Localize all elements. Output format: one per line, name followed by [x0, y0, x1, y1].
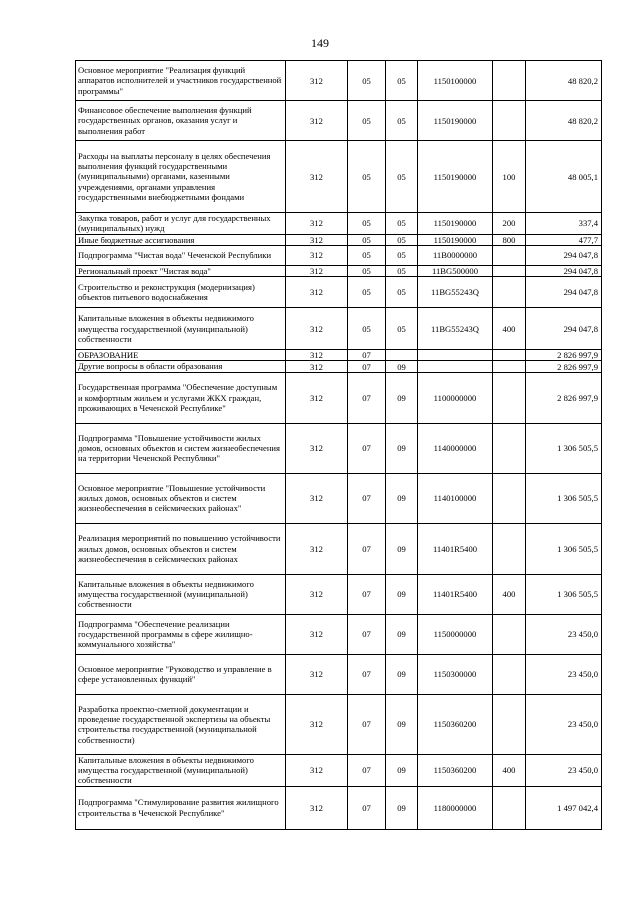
cell-ministry-code: 312 [286, 473, 348, 523]
cell-ministry-code: 312 [286, 234, 348, 245]
cell-name: Основное мероприятие "Руководство и управление в сфере установленных функций" [76, 654, 286, 694]
cell-target-article: 1150360200 [418, 754, 493, 786]
cell-expense-type [493, 423, 526, 473]
cell-target-article: 11401R5400 [418, 523, 493, 574]
table-row [76, 277, 602, 308]
cell-section: 05 [348, 308, 386, 350]
cell-amount: 2 826 997,9 [526, 361, 602, 372]
cell-amount: 2 826 997,9 [526, 372, 602, 423]
budget-table [75, 60, 602, 830]
cell-ministry-code: 312 [286, 614, 348, 654]
cell-subsection: 09 [386, 614, 418, 654]
cell-amount: 337,4 [526, 213, 602, 235]
cell-section: 07 [348, 754, 386, 786]
table-row [76, 245, 602, 265]
cell-ministry-code: 312 [286, 61, 348, 101]
cell-name: Капитальные вложения в объекты недвижимого имущества государственной (муниципальной) собственности [76, 574, 286, 614]
cell-name: Капитальные вложения в объекты недвижимого имущества государственной (муниципальной) собственности [76, 754, 286, 786]
cell-ministry-code: 312 [286, 308, 348, 350]
cell-amount: 2 826 997,9 [526, 350, 602, 361]
table-row [76, 423, 602, 473]
cell-target-article: 1100000000 [418, 372, 493, 423]
cell-expense-type: 100 [493, 141, 526, 213]
cell-amount: 23 450,0 [526, 654, 602, 694]
cell-amount: 23 450,0 [526, 614, 602, 654]
cell-section: 07 [348, 614, 386, 654]
cell-target-article [418, 350, 493, 361]
table-row [76, 265, 602, 276]
cell-amount: 294 047,8 [526, 265, 602, 276]
cell-target-article: 11BG55243Q [418, 277, 493, 308]
table-row [76, 473, 602, 523]
table-row [76, 141, 602, 213]
cell-name: Реализация мероприятий по повышению устойчивости жилых домов, основных объектов и систем жизнеобеспечения в сейсмических районах [76, 523, 286, 574]
table-row [76, 213, 602, 235]
cell-subsection: 09 [386, 574, 418, 614]
cell-subsection: 05 [386, 234, 418, 245]
cell-target-article: 11401R5400 [418, 574, 493, 614]
cell-section: 05 [348, 213, 386, 235]
cell-amount: 48 005,1 [526, 141, 602, 213]
cell-ministry-code: 312 [286, 350, 348, 361]
cell-name: Расходы на выплаты персоналу в целях обеспечения выполнения функций государственными (муниципальными) органами, казенными учреждениями, органами управления государственными внебюджетными фондами [76, 141, 286, 213]
cell-expense-type [493, 361, 526, 372]
cell-expense-type [493, 473, 526, 523]
cell-expense-type [493, 786, 526, 829]
cell-name: Подпрограмма "Стимулирование развития жилищного строительства в Чеченской Республике" [76, 786, 286, 829]
cell-subsection: 05 [386, 61, 418, 101]
cell-expense-type [493, 245, 526, 265]
cell-target-article: 11В0000000 [418, 245, 493, 265]
table-row [76, 234, 602, 245]
cell-amount: 1 306 505,5 [526, 523, 602, 574]
table-row [76, 574, 602, 614]
cell-amount: 294 047,8 [526, 308, 602, 350]
cell-amount: 477,7 [526, 234, 602, 245]
cell-expense-type: 800 [493, 234, 526, 245]
cell-section: 05 [348, 245, 386, 265]
cell-subsection: 09 [386, 654, 418, 694]
table-row [76, 523, 602, 574]
cell-section: 07 [348, 473, 386, 523]
cell-target-article: 1150360200 [418, 694, 493, 754]
cell-expense-type [493, 61, 526, 101]
cell-section: 07 [348, 786, 386, 829]
cell-section: 05 [348, 61, 386, 101]
cell-subsection: 09 [386, 361, 418, 372]
cell-subsection: 09 [386, 754, 418, 786]
cell-name: Закупка товаров, работ и услуг для государственных (муниципальных) нужд [76, 213, 286, 235]
cell-subsection [386, 350, 418, 361]
table-row [76, 61, 602, 101]
table-row [76, 786, 602, 829]
cell-name: Региональный проект "Чистая вода" [76, 265, 286, 276]
cell-section: 05 [348, 141, 386, 213]
cell-name: Подпрограмма "Обеспечение реализации государственной программы в сфере жилищно-коммунального хозяйства" [76, 614, 286, 654]
table-row [76, 754, 602, 786]
cell-section: 07 [348, 423, 386, 473]
cell-name: Иные бюджетные ассигнования [76, 234, 286, 245]
table-row [76, 361, 602, 372]
table-row [76, 614, 602, 654]
cell-expense-type: 400 [493, 308, 526, 350]
cell-ministry-code: 312 [286, 361, 348, 372]
cell-amount: 48 820,2 [526, 61, 602, 101]
cell-name: Финансовое обеспечение выполнения функций государственных органов, оказания услуг и выполнения работ [76, 101, 286, 141]
cell-expense-type [493, 277, 526, 308]
cell-target-article: 11ВG500000 [418, 265, 493, 276]
cell-expense-type [493, 614, 526, 654]
cell-expense-type [493, 265, 526, 276]
cell-section: 07 [348, 350, 386, 361]
cell-name: Подпрограмма "Чистая вода" Чеченской Республики [76, 245, 286, 265]
cell-ministry-code: 312 [286, 754, 348, 786]
table-row [76, 101, 602, 141]
cell-expense-type: 400 [493, 754, 526, 786]
table-row [76, 694, 602, 754]
cell-amount: 1 306 505,5 [526, 473, 602, 523]
table-row [76, 654, 602, 694]
cell-target-article: 1140100000 [418, 473, 493, 523]
cell-amount: 23 450,0 [526, 754, 602, 786]
cell-ministry-code: 312 [286, 694, 348, 754]
cell-amount: 1 306 505,5 [526, 574, 602, 614]
cell-subsection: 05 [386, 213, 418, 235]
cell-amount: 294 047,8 [526, 245, 602, 265]
cell-target-article: 11BG55243Q [418, 308, 493, 350]
cell-name: Государственная программа "Обеспечение доступным и комфортным жильем и услугами ЖКХ граждан, проживающих в Чеченской Республике" [76, 372, 286, 423]
cell-ministry-code: 312 [286, 101, 348, 141]
cell-expense-type [493, 101, 526, 141]
cell-subsection: 05 [386, 245, 418, 265]
cell-target-article: 1150190000 [418, 234, 493, 245]
cell-amount: 48 820,2 [526, 101, 602, 141]
cell-ministry-code: 312 [286, 654, 348, 694]
cell-subsection: 05 [386, 141, 418, 213]
cell-ministry-code: 312 [286, 213, 348, 235]
cell-target-article: 1150190000 [418, 101, 493, 141]
page-number: 149 [311, 36, 329, 50]
cell-subsection: 05 [386, 101, 418, 141]
cell-target-article: 1150190000 [418, 141, 493, 213]
budget-table-body [76, 61, 602, 830]
cell-section: 07 [348, 574, 386, 614]
cell-amount: 1 497 042,4 [526, 786, 602, 829]
cell-name: Строительство и реконструкция (модернизация) объектов питьевого водоснабжения [76, 277, 286, 308]
cell-name: Другие вопросы в области образования [76, 361, 286, 372]
cell-section: 07 [348, 361, 386, 372]
table-row [76, 372, 602, 423]
table-row [76, 308, 602, 350]
cell-section: 05 [348, 101, 386, 141]
cell-target-article: 1140000000 [418, 423, 493, 473]
cell-ministry-code: 312 [286, 523, 348, 574]
cell-section: 07 [348, 523, 386, 574]
cell-name: Основное мероприятие "Повышение устойчивости жилых домов, основных объектов и систем жизнеобеспечения в сейсмических районах" [76, 473, 286, 523]
cell-expense-type: 200 [493, 213, 526, 235]
cell-section: 07 [348, 372, 386, 423]
cell-target-article: 1150100000 [418, 61, 493, 101]
cell-ministry-code: 312 [286, 372, 348, 423]
cell-target-article: 1150000000 [418, 614, 493, 654]
cell-section: 05 [348, 234, 386, 245]
cell-ministry-code: 312 [286, 574, 348, 614]
cell-name: Разработка проектно-сметной документации и проведение государственной экспертизы на объекты строительства государственной (муниципальной собственности) [76, 694, 286, 754]
cell-section: 05 [348, 277, 386, 308]
cell-subsection: 09 [386, 372, 418, 423]
cell-section: 07 [348, 654, 386, 694]
cell-target-article: 1150300000 [418, 654, 493, 694]
cell-ministry-code: 312 [286, 786, 348, 829]
cell-name: ОБРАЗОВАНИЕ [76, 350, 286, 361]
table-row [76, 350, 602, 361]
cell-subsection: 09 [386, 423, 418, 473]
cell-ministry-code: 312 [286, 265, 348, 276]
cell-target-article [418, 361, 493, 372]
cell-ministry-code: 312 [286, 245, 348, 265]
cell-expense-type [493, 372, 526, 423]
cell-ministry-code: 312 [286, 423, 348, 473]
cell-amount: 23 450,0 [526, 694, 602, 754]
cell-name: Подпрограмма "Повышение устойчивости жилых домов, основных объектов и систем жизнеобеспечения на территории Чеченской Республики" [76, 423, 286, 473]
cell-ministry-code: 312 [286, 277, 348, 308]
cell-amount: 294 047,8 [526, 277, 602, 308]
cell-subsection: 05 [386, 277, 418, 308]
cell-subsection: 09 [386, 523, 418, 574]
cell-expense-type [493, 694, 526, 754]
cell-subsection: 05 [386, 265, 418, 276]
cell-expense-type [493, 350, 526, 361]
cell-amount: 1 306 505,5 [526, 423, 602, 473]
cell-subsection: 05 [386, 308, 418, 350]
cell-name: Капитальные вложения в объекты недвижимого имущества государственной (муниципальной) собственности [76, 308, 286, 350]
cell-target-article: 1150190000 [418, 213, 493, 235]
cell-expense-type [493, 523, 526, 574]
cell-subsection: 09 [386, 694, 418, 754]
cell-section: 07 [348, 694, 386, 754]
cell-section: 05 [348, 265, 386, 276]
cell-target-article: 1180000000 [418, 786, 493, 829]
cell-ministry-code: 312 [286, 141, 348, 213]
cell-expense-type [493, 654, 526, 694]
cell-subsection: 09 [386, 786, 418, 829]
cell-name: Основное мероприятие "Реализация функций аппаратов исполнителей и участников государственной программы" [76, 61, 286, 101]
cell-subsection: 09 [386, 473, 418, 523]
cell-expense-type: 400 [493, 574, 526, 614]
